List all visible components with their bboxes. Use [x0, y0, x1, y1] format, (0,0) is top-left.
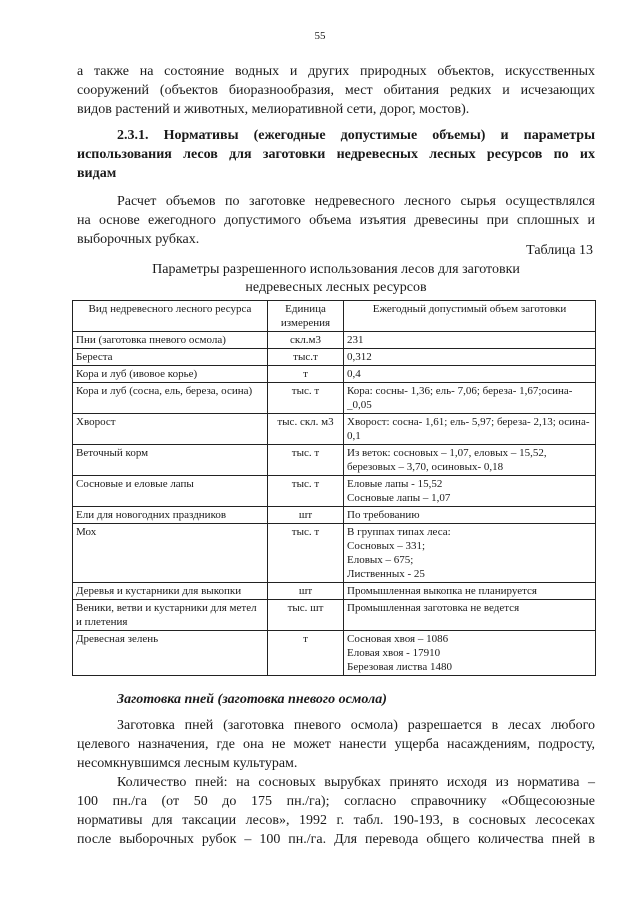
- cell-resource-type: Веники, ветви и кустарники для метел и плетения: [73, 600, 268, 631]
- cell-annual-volume: [344, 524, 596, 583]
- cell-annual-volume: [344, 366, 596, 383]
- cell-resource-type: Кора и луб (сосна, ель, береза, осина): [73, 383, 268, 414]
- text-line: 100 пн./га (от 50 до 175 пн./га); согласно справочнику «Общесоюзные: [77, 794, 595, 809]
- text-line: выборочных рубках.: [77, 232, 200, 247]
- table-caption: [77, 261, 595, 297]
- heading-line: 2.3.1. Нормативы (ежегодные допустимые объемы) и параметры: [117, 128, 595, 143]
- cell-resource-type: Мох: [73, 524, 268, 583]
- table-row: [73, 583, 596, 600]
- cell-unit: шт: [268, 583, 344, 600]
- table-row: [73, 445, 596, 476]
- stumps-paragraph: [77, 716, 595, 773]
- volume-line: Кора: сосны- 1,36; ель- 7,06; береза- 1,67;осина-_0,05: [347, 385, 573, 411]
- table-row: [73, 524, 596, 583]
- cell-resource-type: Древесная зелень: [73, 631, 268, 676]
- volume-line: Лиственных - 25: [347, 568, 425, 580]
- volume-line: Березовая листва 1480: [347, 661, 452, 673]
- volume-line: Промышленная заготовка не ведется: [347, 602, 520, 614]
- cell-unit: тыс. т: [268, 445, 344, 476]
- cell-annual-volume: [344, 631, 596, 676]
- volume-line: Сосновых – 331;: [347, 540, 426, 552]
- table-row: [73, 476, 596, 507]
- cell-resource-type: Ели для новогодних праздников: [73, 507, 268, 524]
- cell-unit: шт: [268, 507, 344, 524]
- caption-line: недревесных лесных ресурсов: [245, 280, 427, 295]
- volume-line: Еловая хвоя - 17910: [347, 647, 441, 659]
- cell-annual-volume: [344, 332, 596, 349]
- text-line: после выборочных рубок – 100 пн./га. Для перевода общего количества пней в: [77, 832, 595, 847]
- table-header-row: [73, 301, 596, 332]
- cell-resource-type: Сосновые и еловые лапы: [73, 476, 268, 507]
- volume-line: По требованию: [347, 509, 420, 521]
- text-line: несомкнувшимся лесным культурам.: [77, 756, 298, 771]
- cell-annual-volume: [344, 445, 596, 476]
- text-line: целевого назначения, где она не может нанести ущерба насаждениям, подросту,: [77, 737, 595, 752]
- cell-resource-type: Хворост: [73, 414, 268, 445]
- volume-line: Сосновые лапы – 1,07: [347, 492, 451, 504]
- cell-annual-volume: [344, 583, 596, 600]
- stumps-subheading: Заготовка пней (заготовка пневого осмола): [117, 692, 387, 707]
- cell-unit: тыс. т: [268, 476, 344, 507]
- header-resource-type: Вид недревесного лесного ресурса: [73, 301, 268, 332]
- cell-annual-volume: [344, 349, 596, 366]
- text-line: Расчет объемов по заготовке недревесного лесного сырья осуществлялся: [117, 194, 595, 209]
- text-line: Количество пней: на сосновых вырубках принято исходя из норматива –: [117, 775, 595, 790]
- cell-unit: тыс. т: [268, 383, 344, 414]
- volume-line: Еловых – 675;: [347, 554, 414, 566]
- calc-paragraph: [77, 192, 595, 249]
- table-row: [73, 383, 596, 414]
- table-row: [73, 600, 596, 631]
- header-unit: Единица измерения: [268, 301, 344, 332]
- cell-annual-volume: [344, 476, 596, 507]
- cell-unit: т: [268, 631, 344, 676]
- cell-annual-volume: [344, 507, 596, 524]
- cell-resource-type: Кора и луб (ивовое корье): [73, 366, 268, 383]
- intro-paragraph: [77, 62, 595, 119]
- cell-unit: тыс. шт: [268, 600, 344, 631]
- cell-resource-type: Веточный корм: [73, 445, 268, 476]
- text-line: нормативы для таксации лесов», 1992 г. табл. 190-193, в сосновых лесосеках: [77, 813, 595, 828]
- header-annual-volume: Ежегодный допустимый объем заготовки: [344, 301, 596, 332]
- volume-line: В группах типах леса:: [347, 526, 451, 538]
- table-row: [73, 631, 596, 676]
- cell-annual-volume: [344, 414, 596, 445]
- cell-annual-volume: [344, 383, 596, 414]
- volume-line: 231: [347, 334, 364, 346]
- cell-resource-type: Деревья и кустарники для выкопки: [73, 583, 268, 600]
- table-row: [73, 349, 596, 366]
- cell-unit: тыс.т: [268, 349, 344, 366]
- volume-line: 0,4: [347, 368, 361, 380]
- volume-line: 0,312: [347, 351, 372, 363]
- volume-line: Хворост: сосна- 1,61; ель- 5,97; береза- 2,13; осина- 0,1: [347, 416, 590, 442]
- table-row: [73, 366, 596, 383]
- page-number: 55: [314, 30, 326, 42]
- text-line: на основе ежегодного допустимого объема изъятия древесины при сплошных и: [77, 213, 595, 228]
- cell-unit: т: [268, 366, 344, 383]
- text-line: Заготовка пней (заготовка пневого осмола) разрешается в лесах любого: [117, 718, 595, 733]
- section-heading: [77, 126, 595, 183]
- cell-unit: тыс. скл. м3: [268, 414, 344, 445]
- volume-line: Сосновая хвоя – 1086: [347, 633, 449, 645]
- table-row: [73, 507, 596, 524]
- count-paragraph: [77, 773, 595, 849]
- text-line: видов растений и животных, мелиоративной сети, дорог, мостов).: [77, 102, 470, 117]
- table-row: [73, 332, 596, 349]
- heading-line: использования лесов для заготовки недревесных лесных ресурсов по их: [77, 147, 595, 162]
- volume-line: Из веток: сосновых – 1,07, еловых – 15,52, березовых – 3,70, осиновых- 0,18: [347, 447, 547, 473]
- table-row: [73, 414, 596, 445]
- text-line: а также на состояние водных и других природных объектов, искусственных: [77, 64, 595, 79]
- cell-unit: скл.м3: [268, 332, 344, 349]
- table-label: Таблица 13: [526, 243, 593, 258]
- cell-unit: тыс. т: [268, 524, 344, 583]
- resources-table: [72, 300, 596, 676]
- caption-line: Параметры разрешенного использования лесов для заготовки: [152, 262, 520, 277]
- volume-line: Промышленная выкопка не планируется: [347, 585, 537, 597]
- cell-annual-volume: [344, 600, 596, 631]
- volume-line: Еловые лапы - 15,52: [347, 478, 443, 490]
- heading-line: видам: [77, 166, 117, 181]
- cell-resource-type: Береста: [73, 349, 268, 366]
- text-line: сооружений (объектов биоразнообразия, мест обитания редких и исчезающих: [77, 83, 595, 98]
- cell-resource-type: Пни (заготовка пневого осмола): [73, 332, 268, 349]
